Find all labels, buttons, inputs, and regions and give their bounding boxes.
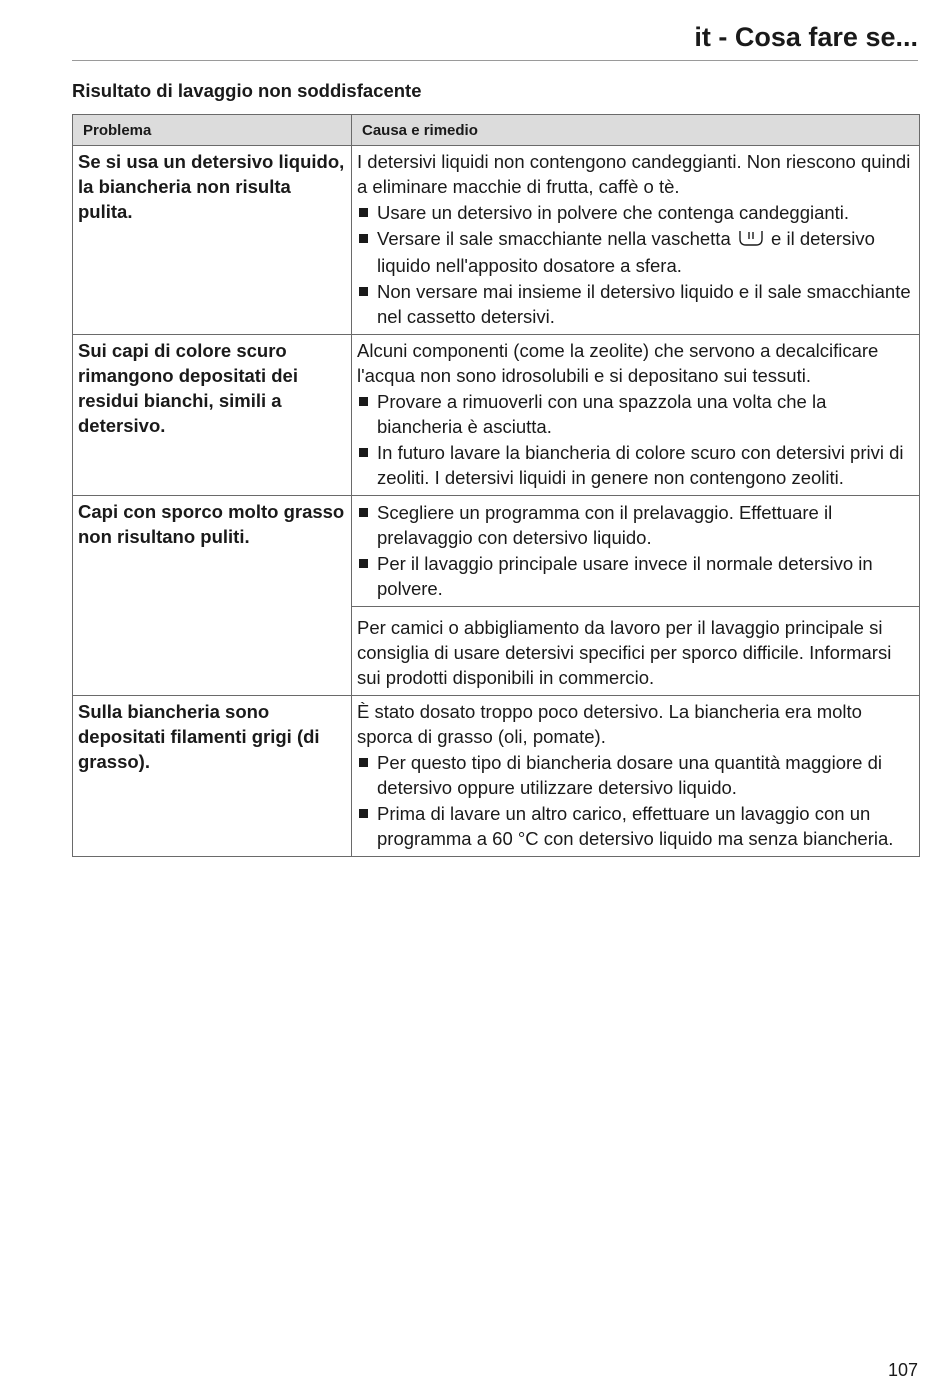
page-number: 107 <box>887 1360 918 1380</box>
remedy-note-cell <box>352 607 920 696</box>
compartment-II-icon <box>736 228 766 253</box>
remedy-list <box>357 200 913 329</box>
remedy-item: In futuro lavare la biancheria di colore scuro con detersivi privi di zeoliti. I detersivi liquidi in genere non contengono zeoliti. <box>357 440 913 490</box>
remedy-item: Non versare mai insieme il detersivo liquido e il sale smacchiante nel cassetto detersivi. <box>357 279 913 329</box>
problem-cell: Capi con sporco molto grasso non risultano puliti. <box>73 496 352 696</box>
remedy-intro: Alcuni componenti (come la zeolite) che servono a decalcificare l'acqua non sono idrosolubili e si depositano sui tessuti. <box>357 340 879 386</box>
column-header-cause-remedy: Causa e rimedio <box>352 115 920 146</box>
remedy-item: Usare un detersivo in polvere che contenga candeggianti. <box>357 200 913 225</box>
remedy-cell <box>352 696 920 857</box>
remedy-item <box>357 226 913 278</box>
problem-cell: Sui capi di colore scuro rimangono depositati dei residui bianchi, simili a detersivo. <box>73 335 352 496</box>
troubleshooting-table <box>72 114 920 857</box>
remedy-item: Per il lavaggio principale usare invece il normale detersivo in polvere. <box>357 551 913 601</box>
remedy-cell <box>352 496 920 607</box>
page-header-title: it - Cosa fare se... <box>694 22 918 52</box>
remedy-list <box>357 389 913 490</box>
remedy-list <box>357 500 913 601</box>
problem-cell: Se si usa un detersivo liquido, la biancheria non risulta pulita. <box>73 146 352 335</box>
problem-cell: Sulla biancheria sono depositati filamenti grigi (di grasso). <box>73 696 352 857</box>
table-row <box>73 496 920 607</box>
remedy-item: Scegliere un programma con il prelavaggio. Effettuare il prelavaggio con detersivo liquido. <box>357 500 913 550</box>
table-row <box>73 335 920 496</box>
column-header-problem: Problema <box>73 115 352 146</box>
remedy-item: Provare a rimuoverli con una spazzola una volta che la biancheria è asciutta. <box>357 389 913 439</box>
remedy-list <box>357 750 913 851</box>
remedy-intro: I detersivi liquidi non contengono candeggianti. Non riescono quindi a eliminare macchie di frutta, caffè o tè. <box>357 151 911 197</box>
remedy-note: Per camici o abbigliamento da lavoro per il lavaggio principale si consiglia di usare detersivi specifici per sporco difficile. Informarsi sui prodotti disponibili in commercio. <box>357 617 892 688</box>
remedy-item: Prima di lavare un altro carico, effettuare un lavaggio con un programma a 60 °C con detersivo liquido ma senza biancheria. <box>357 801 913 851</box>
table-row <box>73 696 920 857</box>
remedy-intro: È stato dosato troppo poco detersivo. La biancheria era molto sporca di grasso (oli, pomate). <box>357 701 862 747</box>
remedy-item-text-suffix: e il detersivo liquido nell'apposito dosatore a sfera. <box>377 228 875 276</box>
table-row <box>73 146 920 335</box>
remedy-cell <box>352 335 920 496</box>
table-header-row <box>73 115 920 146</box>
remedy-item: Per questo tipo di biancheria dosare una quantità maggiore di detersivo oppure utilizzare detersivo liquido. <box>357 750 913 800</box>
section-title: Risultato di lavaggio non soddisfacente <box>72 80 422 101</box>
remedy-item-text: Versare il sale smacchiante nella vaschetta <box>377 228 731 249</box>
remedy-cell <box>352 146 920 335</box>
header-divider <box>72 60 918 61</box>
